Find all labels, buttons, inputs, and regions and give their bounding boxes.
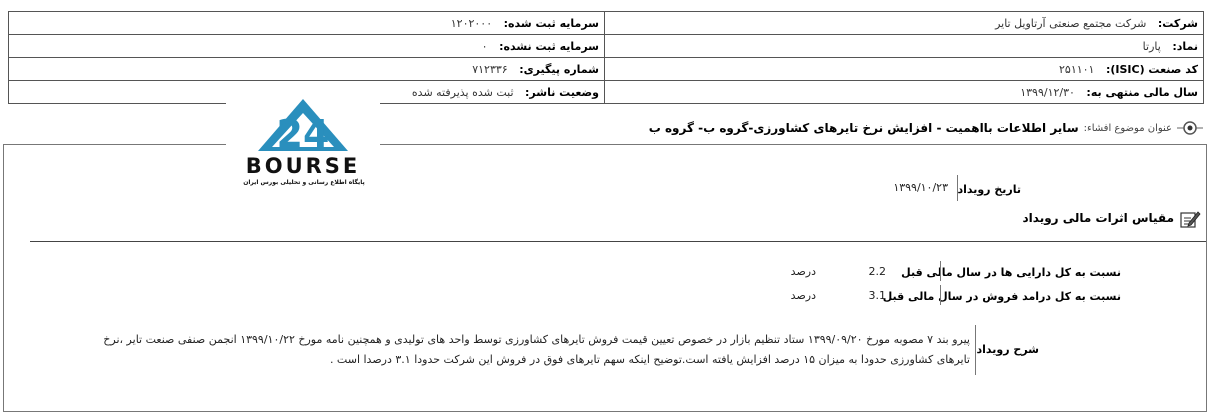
ratio-assets-value: 2.2 <box>868 265 886 278</box>
tracking-value: ۷۱۲۳۳۶ <box>472 62 508 76</box>
ratio-revenue-value: 3.1 <box>868 289 886 302</box>
unregistered-capital-cell <box>9 35 605 58</box>
date-divider <box>957 175 958 201</box>
bourse24-logo <box>226 81 380 190</box>
logo-word: BOURSE <box>245 154 361 178</box>
target-icon <box>1177 118 1203 138</box>
isic-value: ۲۵۱۱۰۱ <box>1059 62 1095 76</box>
symbol-cell <box>605 35 1204 58</box>
event-panel <box>3 144 1207 412</box>
company-cell <box>605 12 1204 35</box>
description-text: پیرو بند ۷ مصوبه مورخ ۱۳۹۹/۰۹/۲۰ ستاد تنظیم بازار در خصوص تعیین قیمت فروش تایرهای کشاورزی توسط واحد های تولیدی و همچنین نامه مورخ ۱۳۹۹/۱۰/۲۲ انجمن صنفی صنعت تایر ،نرخ تایرهای کشاورزی حدودا به میزان ۱۵ درصد افزایش یافته است.توضیح اینکه سهم تایرهای فوق در فروش این شرکت حدودا ۳.۱ درصدا است . <box>103 333 970 366</box>
company-label: شرکت: <box>1157 16 1198 30</box>
publisher-status-value: ثبت شده پذیرفته شده <box>411 85 514 99</box>
ratio-assets-divider <box>940 261 941 281</box>
tracking-label: شماره پیگیری: <box>519 62 599 76</box>
symbol-label: نماد: <box>1172 39 1198 53</box>
registered-capital-cell <box>9 12 605 35</box>
section-divider <box>30 241 1206 242</box>
ratio-revenue-divider <box>940 285 941 305</box>
subject-label: عنوان موضوع افشاء: <box>1083 122 1172 134</box>
description-divider <box>975 325 976 375</box>
logo-mark-icon <box>226 81 380 190</box>
subject-value: سایر اطلاعات بااهمیت - افزایش نرخ تایرهای کشاورزی-گروه ب- گروه ب <box>648 121 1079 135</box>
registered-capital-value: ۱۲۰۲۰۰۰ <box>450 16 493 30</box>
company-info-table <box>8 11 1204 104</box>
company-value: شرکت مجتمع صنعتی آرتاویل تایر <box>995 16 1147 30</box>
event-date-value: ۱۳۹۹/۱۰/۲۳ <box>893 181 948 194</box>
fiscal-year-cell <box>605 81 1204 104</box>
description-label: شرح رویداد <box>976 343 1039 356</box>
isic-cell <box>605 58 1204 81</box>
ratio-revenue-unit: درصد <box>790 289 816 302</box>
info-row-isic <box>9 58 1204 81</box>
tracking-cell <box>9 58 605 81</box>
info-row-symbol <box>9 35 1204 58</box>
info-row-company <box>9 12 1204 35</box>
fiscal-year-value: ۱۳۹۹/۱۲/۳۰ <box>1020 85 1075 99</box>
isic-label: کد صنعت (ISIC): <box>1105 62 1198 76</box>
registered-capital-label: سرمایه ثبت شده: <box>503 16 599 30</box>
unregistered-capital-value: ۰ <box>481 39 488 53</box>
financial-impact-title: مقیاس اثرات مالی رویداد <box>1022 211 1174 225</box>
unregistered-capital-label: سرمایه ثبت نشده: <box>499 39 599 53</box>
symbol-value: پارتا <box>1142 39 1161 53</box>
edit-pencil-icon <box>1179 209 1201 229</box>
event-date-label: تاریخ رویداد <box>957 183 1021 196</box>
ratio-revenue-label: نسبت به کل درامد فروش در سال مالی قبل <box>882 290 1121 303</box>
logo-tagline: پایگاه اطلاع رسانی و تحلیلی بورس ایران <box>243 179 365 186</box>
info-row-fiscal-year <box>9 81 1204 104</box>
logo-number: 24 <box>276 112 330 156</box>
publisher-status-label: وضعیت ناشر: <box>525 85 599 99</box>
ratio-assets-label: نسبت به کل دارایی ها در سال مالی قبل <box>901 266 1121 279</box>
fiscal-year-label: سال مالی منتهی به: <box>1086 85 1198 99</box>
ratio-assets-unit: درصد <box>790 265 816 278</box>
disclosure-subject <box>649 118 1203 138</box>
